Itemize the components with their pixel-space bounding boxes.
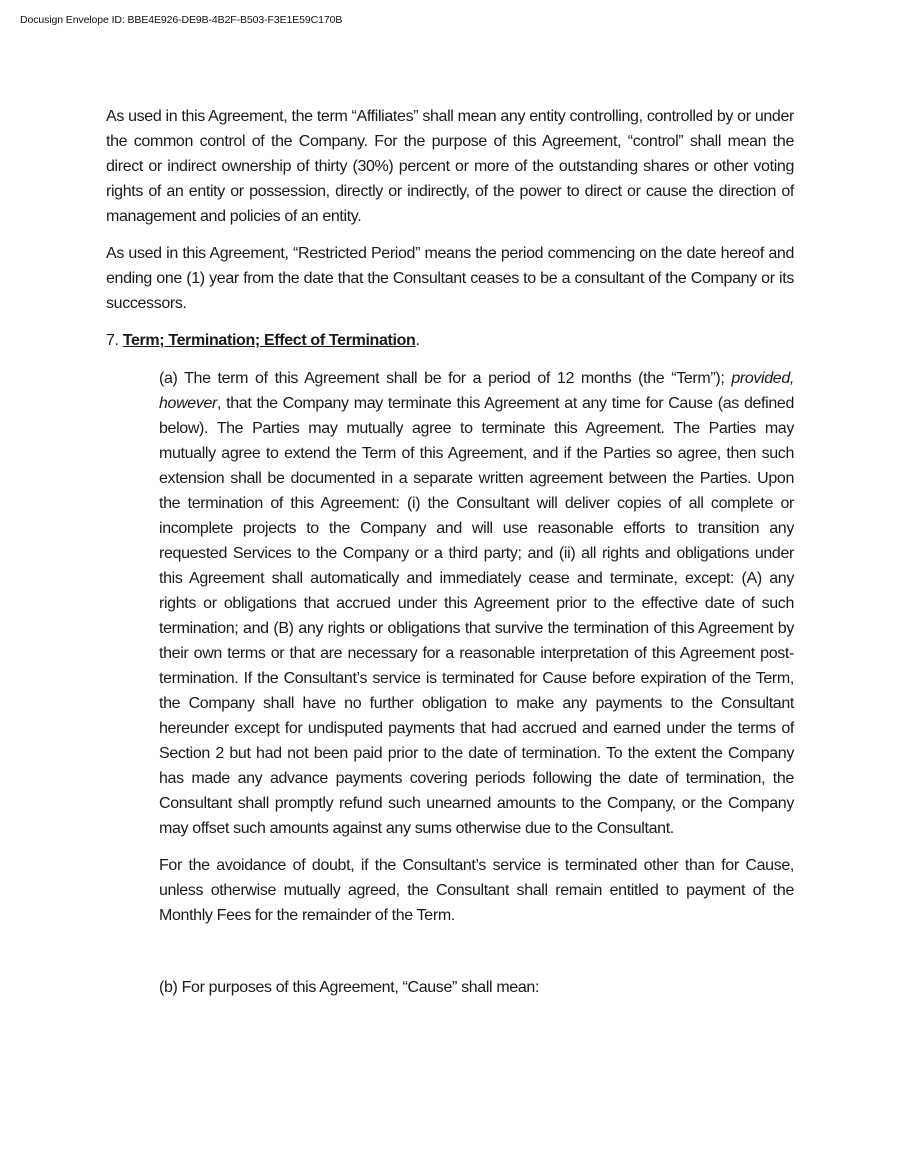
section-number: 7. <box>106 332 123 349</box>
restricted-period-paragraph: As used in this Agreement, “Restricted Period” means the period commencing on the date hereof and ending one (1) year from the date that the Consultant ceases to be a consultant of the Company or its successors. <box>106 245 794 312</box>
clause-b-paragraph: (b) For purposes of this Agreement, “Cause” shall mean: <box>159 979 540 996</box>
section-title-period: . <box>415 332 420 349</box>
avoidance-of-doubt-paragraph: For the avoidance of doubt, if the Consultant’s service is terminated other than for Cause, unless otherwise mutually agreed, the Consultant shall remain entitled to payment of the Monthly Fees for the remainder of the Term. <box>159 857 794 924</box>
section-title: Term; Termination; Effect of Termination <box>122 332 416 349</box>
section-7-heading <box>106 328 794 353</box>
affiliates-definition-paragraph: As used in this Agreement, the term “Affiliates” shall mean any entity controlling, controlled by or under the common control of the Company. For the purpose of this Agreement, “control” shall mean the direct or indirect ownership of thirty (30%) percent or more of the outstanding shares or other voting rights of an entity or possession, directly or indirectly, of the power to direct or cause the direction of management and policies of an entity. <box>106 108 794 225</box>
clause-a-lead: (a) The term of this Agreement shall be for a period of 12 months (the “Term”); <box>159 370 732 387</box>
clause-a-paragraph <box>159 366 794 841</box>
document-body <box>106 104 794 1012</box>
blank-space <box>106 940 794 975</box>
docusign-envelope-id: Docusign Envelope ID: BBE4E926-DE9B-4B2F-B503-F3E1E59C170B <box>20 14 343 26</box>
clause-a-body: , that the Company may terminate this Agreement at any time for Cause (as defined below). The Parties may mutually agree to terminate this Agreement. The Parties may mutually agree to extend the Term of this Agreement, and if the Parties so agree, then such extension shall be documented in a separate written agreement between the Parties. Upon the termination of this Agreement: (i) the Consultant will deliver copies of all complete or incomplete projects to the Company and will use reasonable efforts to transition any requested Services to the Company or a third party; and (ii) all rights and obligations under this Agreement shall automatically and immediately cease and terminate, except: (A) any rights or obligations that accrued under this Agreement prior to the effective date of such termination; and (B) any rights or obligations that survive the termination of this Agreement by their own terms or that are necessary for a reasonable interpretation of this Agreement post-termination. If the Consultant’s service is terminated for Cause before expiration of the Term, the Company shall have no further obligation to make any payments to the Consultant hereunder except for undisputed payments that had accrued and earned under the terms of Section 2 but had not been paid prior to the date of termination. To the extent the Company has made any advance payments covering periods following the date of termination, the Consultant shall promptly refund such unearned amounts to the Company, or the Company may offset such amounts against any sums otherwise due to the Consultant. <box>159 395 794 837</box>
clause-a-italic-proviso: provided, however <box>159 370 794 412</box>
